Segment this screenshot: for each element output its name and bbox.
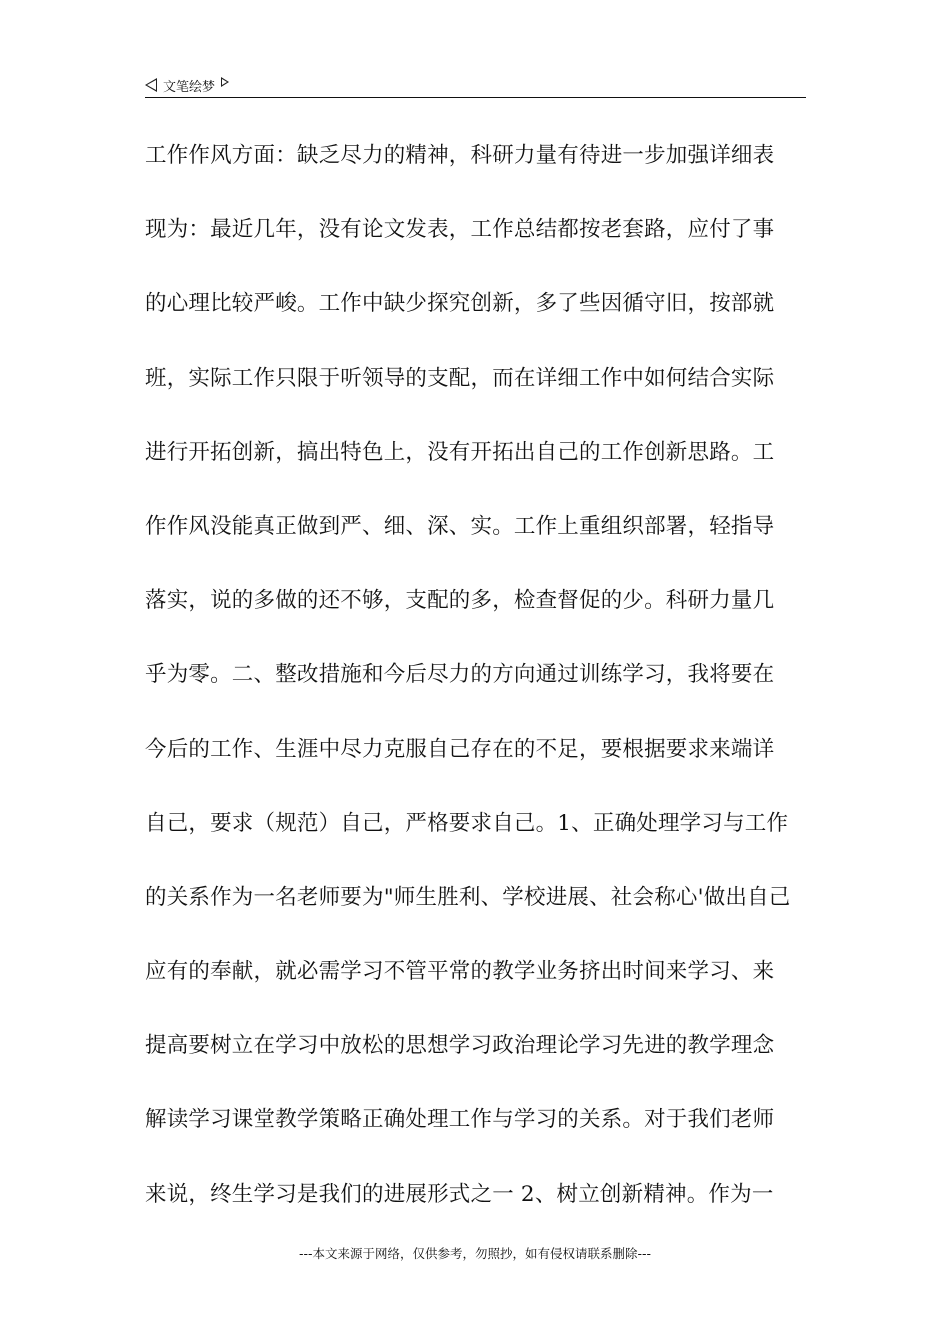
text-line: 班，实际工作只限于听领导的支配，而在详细工作中如何结合实际	[145, 365, 775, 391]
text-line: 乎为零。二、整改措施和今后尽力的方向通过训练学习，我将要在	[145, 662, 775, 688]
text-line: 工作作风方面：缺乏尽力的精神，科研力量有待进一步加强详细表	[145, 143, 775, 168]
text-line: 的关系作为一名老师要为"师生胜利、学校进展、社会称心'做出自己	[145, 884, 791, 910]
text-line: 解读学习课堂教学策略正确处理工作与学习的关系。对于我们老师	[145, 1107, 775, 1133]
text-line: 落实，说的多做的还不够，支配的多，检查督促的少。科研力量几	[145, 588, 775, 614]
page-footer: ---本文来源于网络，仅供参考，勿照抄，如有侵权请联系删除---	[298, 1246, 652, 1261]
triangle-left-outline-icon	[145, 78, 157, 92]
text-line: 提高要树立在学习中放松的思想学习政治理论学习先进的教学理念	[145, 1033, 775, 1059]
header-divider	[145, 97, 806, 98]
triangle-right-outline-icon	[221, 77, 229, 87]
text-line: 今后的工作、生涯中尽力克服自己存在的不足，要根据要求来端详	[145, 736, 775, 762]
text-line: 应有的奉献，就必需学习不管平常的教学业务挤出时间来学习、来	[145, 959, 775, 985]
text-line: 作作风没能真正做到严、细、深、实。工作上重组织部署，轻指导	[145, 513, 775, 539]
body-text	[145, 119, 806, 1232]
text-line: 来说，终生学习是我们的进展形式之一 2、树立创新精神。作为一	[145, 1181, 774, 1207]
text-line: 进行开拓创新，搞出特色上，没有开拓出自己的工作创新思路。工	[145, 439, 775, 465]
text-line: 的心理比较严峻。工作中缺少探究创新，多了些因循守旧，按部就	[145, 291, 775, 317]
text-line: 自己，要求（规范）自己，严格要求自己。1、正确处理学习与工作	[145, 810, 789, 836]
header-title: 文笔绘梦	[163, 79, 216, 95]
page-header	[145, 74, 229, 96]
text-line: 现为：最近几年，没有论文发表，工作总结都按老套路，应付了事	[145, 217, 775, 243]
